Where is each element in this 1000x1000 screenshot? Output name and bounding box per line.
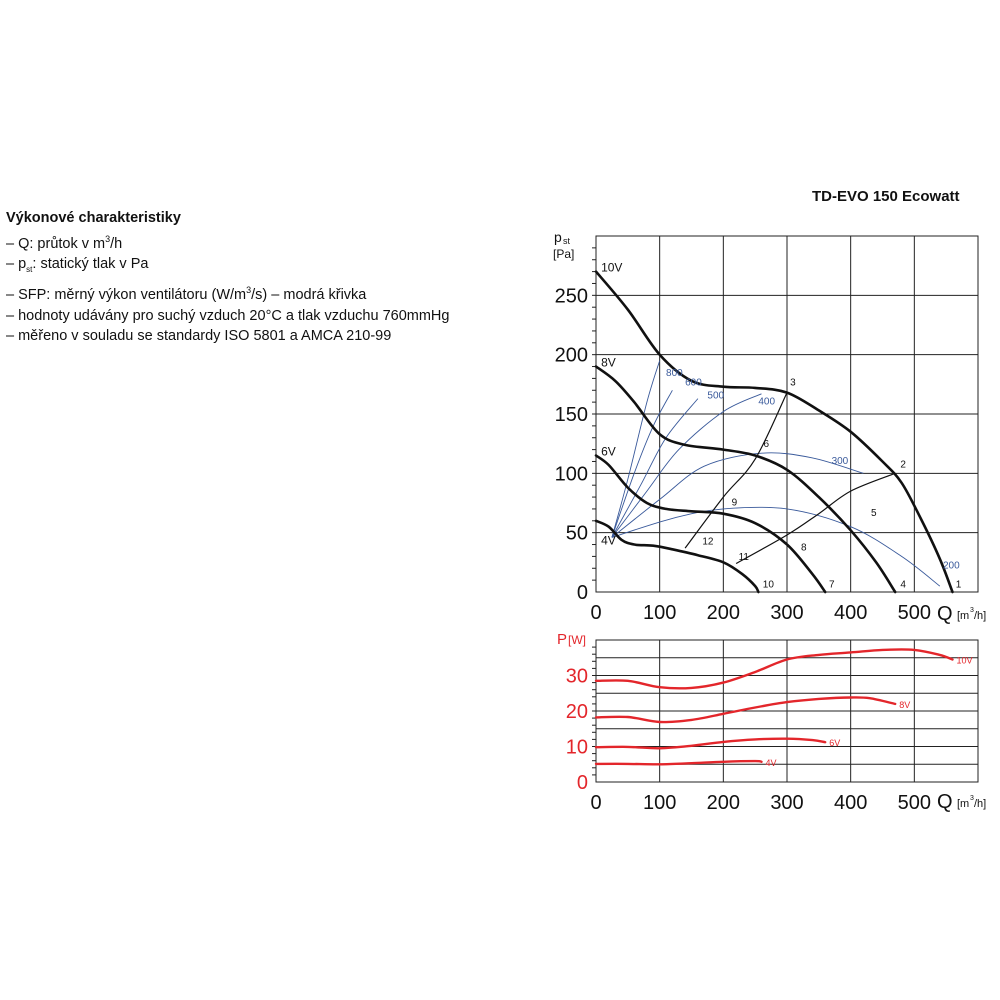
operating-point-label: 7 [829,579,835,591]
operating-point-label: 3 [790,377,796,389]
operating-point-label: 1 [955,579,962,591]
speed-label: 4V [601,533,616,548]
note-pst: – $p_{st}$: statický tlak v Pa [6,255,149,274]
operating-point-label: 11 [738,551,750,563]
power-x-axis-label: Q [937,791,953,813]
pressure-x-tick-label: 300 [770,602,804,624]
power-y-tick-label: 30 [565,665,588,688]
sfp-label: 800 [666,368,683,380]
speed-label: 10V [601,260,623,275]
sfp-curve-800 [612,361,660,538]
note-sfp: – SFP: měrný výkon ventilátoru $(W/m^3/s)$ – modrá křivka [6,285,367,304]
sfp-curve-500 [612,399,698,538]
pressure-x-tick-label: 100 [642,602,677,624]
power-x-axis-unit: [m [957,798,970,810]
power-y-tick-label: 20 [565,701,588,723]
pressure-curve-6V [596,456,825,593]
sfp-label: 200 [942,560,960,572]
power-y-axis-unit: [W] [568,633,586,647]
note-q: – Q: průtok v $m^3/h$ [6,233,123,252]
operating-point-label: 8 [801,542,807,554]
operating-point-label: 4 [900,579,906,591]
pressure-y-tick-label: 200 [554,344,588,367]
speed-label: 6V [601,444,616,459]
power-x-tick-label: 0 [590,792,602,814]
pressure-x-axis-unit: [m [957,610,970,622]
power-y-tick-label: 0 [576,772,588,794]
power-series-label: 6V [829,738,841,749]
pressure-x-tick-label: 500 [897,602,932,624]
pressure-y-axis-label-sub: st [563,236,571,246]
sfp-curve-400 [612,394,762,538]
operating-point-label: 6 [763,439,770,451]
power-x-tick-label: 400 [833,792,868,814]
pressure-y-tick-label: 0 [576,582,588,604]
operating-point-label: 2 [900,459,906,471]
sfp-label: 500 [707,390,725,402]
sfp-label: 300 [831,455,849,467]
power-curve-10V [596,649,953,688]
chart-title: TD-EVO 150 Ecowatt [812,188,960,205]
pressure-x-tick-label: 0 [590,602,602,624]
pressure-x-tick-label: 200 [706,602,741,624]
power-series-label: 10V [956,655,973,666]
pressure-curve-10V [596,272,953,592]
pressure-x-axis-label: Q [937,603,953,625]
pressure-y-axis-unit: [Pa] [553,247,575,261]
power-x-tick-label: 300 [770,792,804,814]
note-air-conditions: – hodnoty udávány pro suchý vzduch 20°C a tlak vzduchu 760mmHg [6,307,450,324]
pressure-curve-4V [596,521,758,592]
system-curve-1 [685,390,787,548]
power-x-tick-label: 100 [642,792,677,814]
operating-point-label: 5 [871,508,877,520]
power-x-axis-unit-end: /h] [974,798,987,810]
pressure-y-tick-label: 250 [554,285,588,308]
power-x-tick-label: 200 [706,792,741,814]
speed-label: 8V [601,355,616,370]
pressure-y-tick-label: 150 [554,404,588,426]
pressure-x-axis-unit-end: /h] [974,610,987,622]
pressure-y-tick-label: 50 [565,522,588,545]
power-x-tick-label: 500 [897,792,932,814]
notes-heading: Výkonové charakteristiky [6,210,181,226]
power-series-label: 8V [899,699,911,710]
pressure-x-tick-label: 400 [833,602,868,624]
sfp-label: 600 [685,377,702,389]
power-x-axis-unit-sup: 3 [970,795,974,802]
pressure-y-tick-label: 100 [554,463,588,486]
power-y-tick-label: 10 [565,736,588,759]
operating-point-label: 10 [762,579,774,591]
pressure-y-axis-label: p [554,229,562,245]
note-standards: – měřeno v souladu se standardy ISO 5801 a AMCA 210-99 [6,328,392,345]
operating-point-label: 12 [702,536,714,548]
operating-point-label: 9 [731,497,738,509]
sfp-label: 400 [758,396,776,408]
power-series-label: 4V [765,757,777,768]
power-y-axis-label: P [557,631,568,648]
pressure-x-axis-unit-sup: 3 [970,607,974,614]
